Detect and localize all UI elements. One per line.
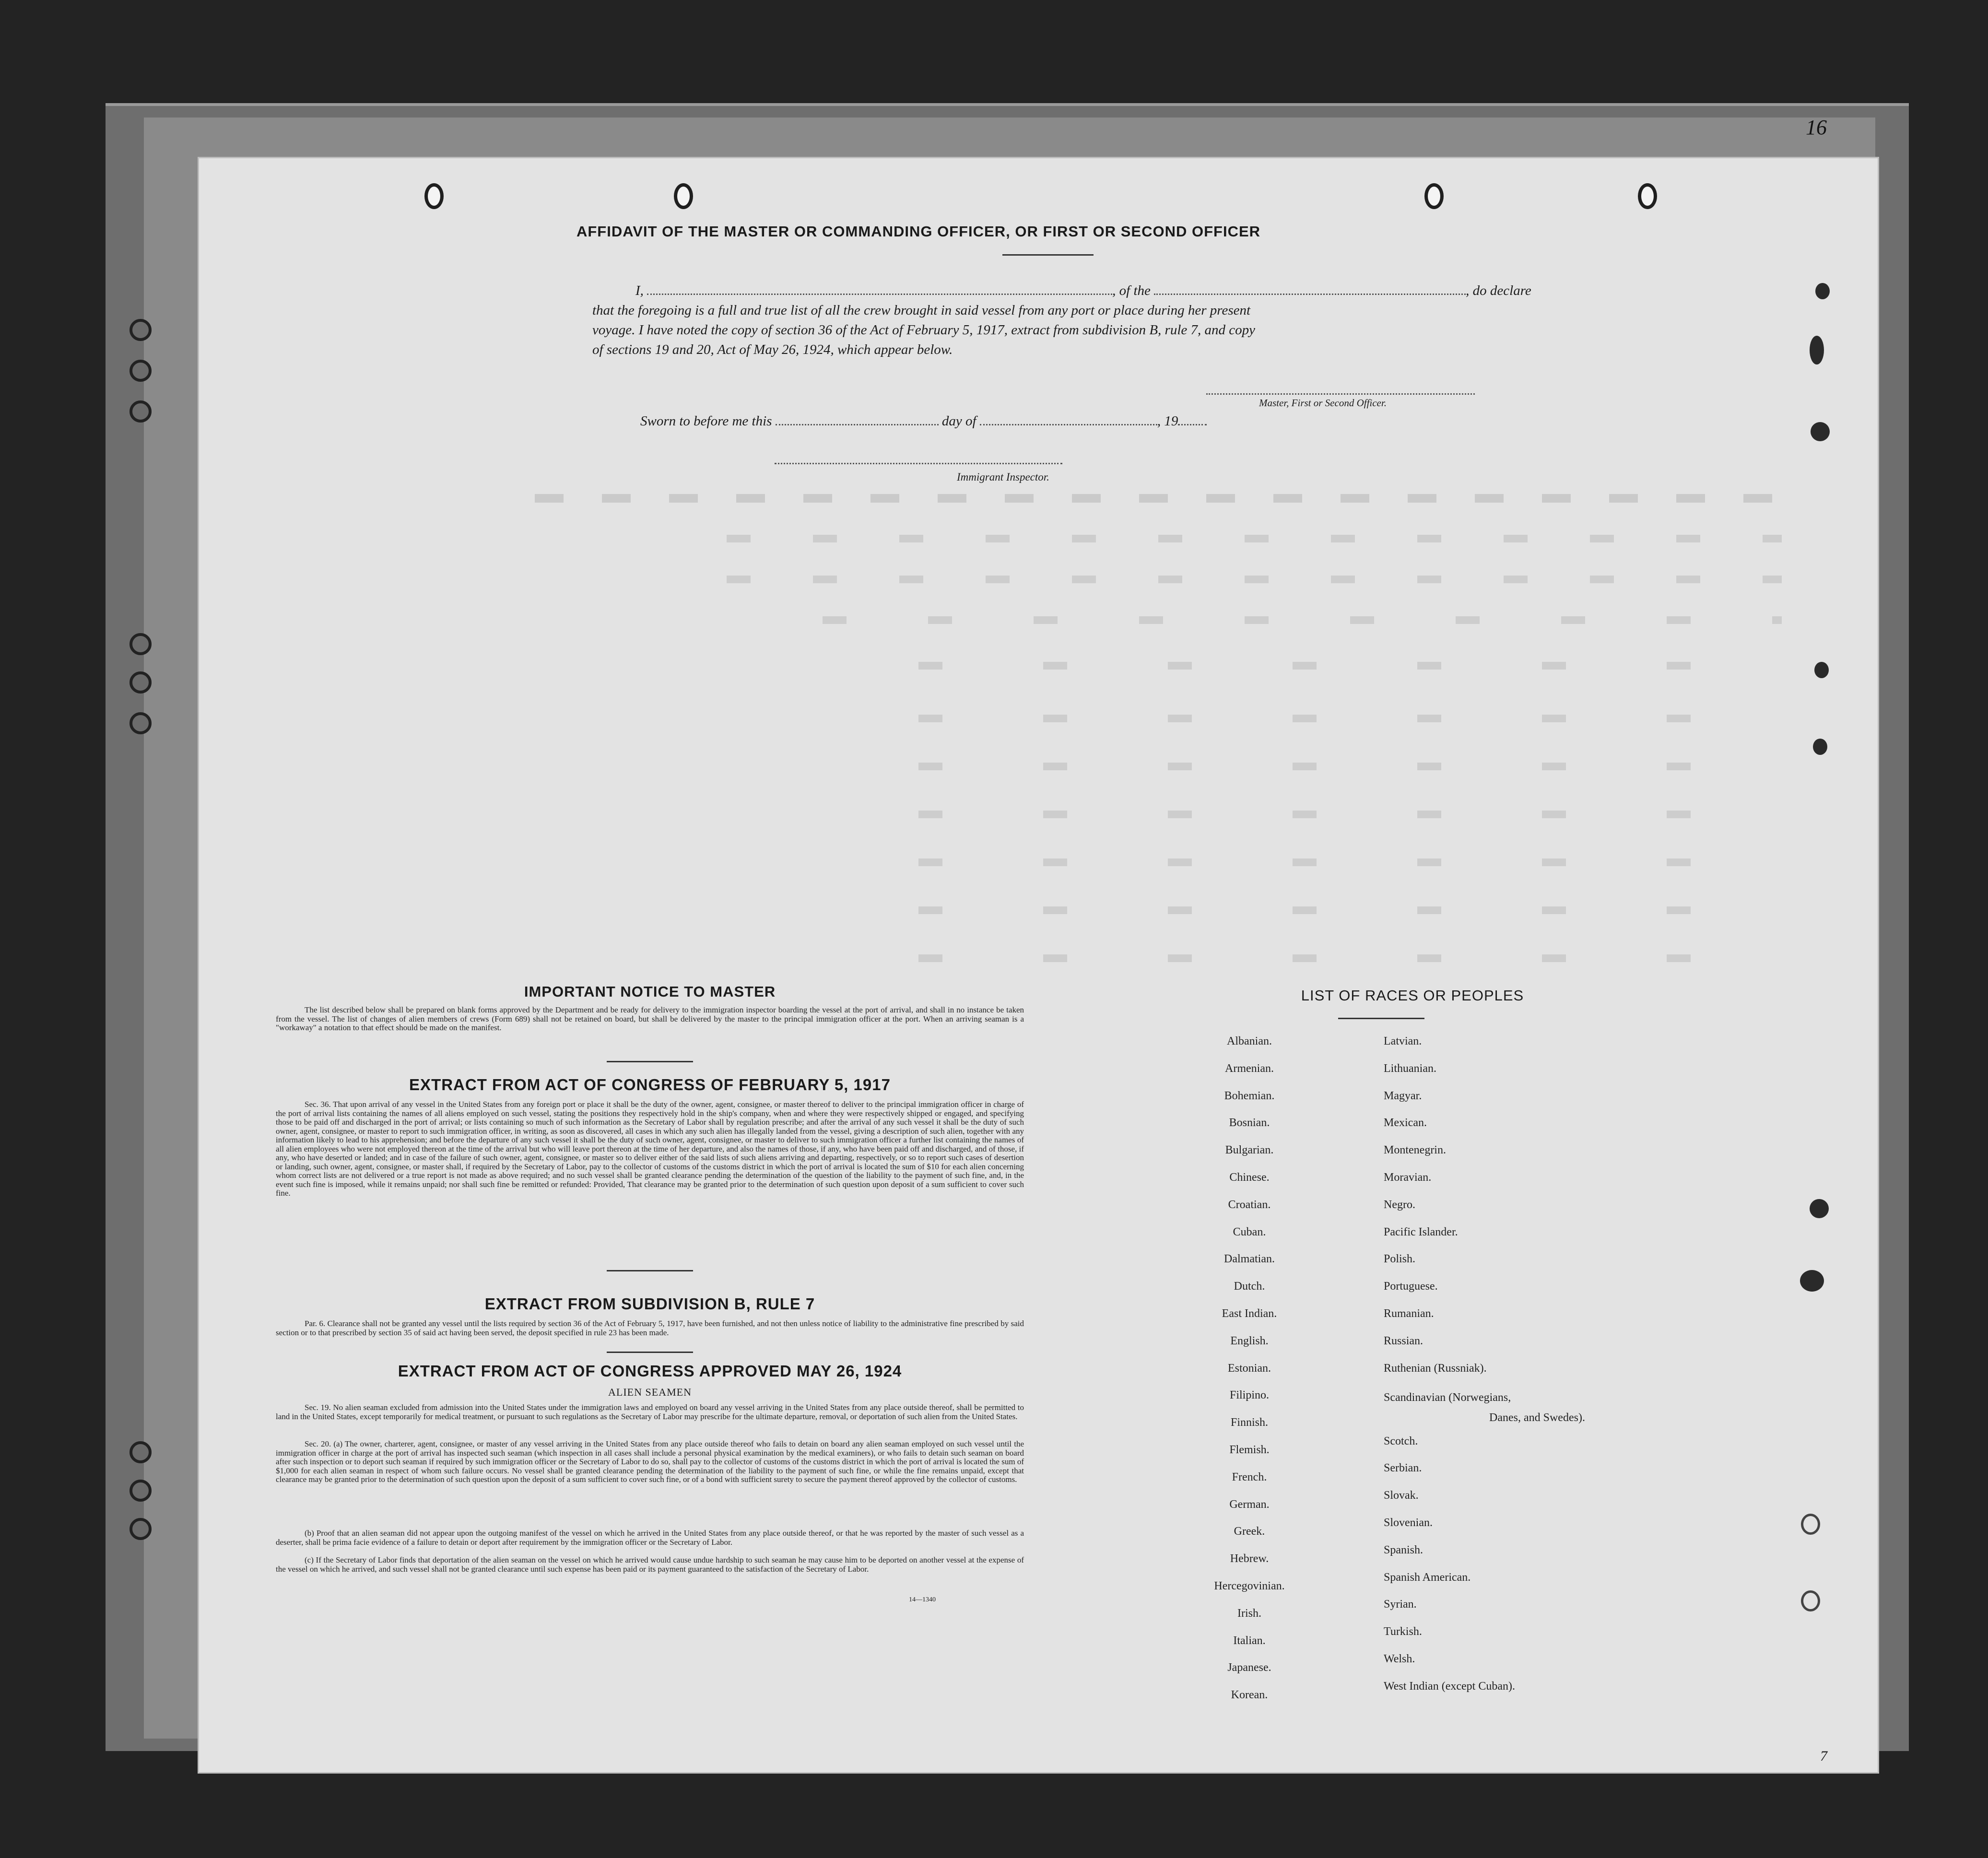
sec20b-text: (b) Proof that an alien seaman did not appear upon the outgoing manifest of the vessel on which he arrived in the United States from any place outside thereof, or that he was reported by the master of such vessel as a deserter, shall be prima facie evidence of a failure to detain or deport after requirement by the immigration officer or the Secretary of Labor. [276,1529,1024,1547]
extract-1924-title: EXTRACT FROM ACT OF CONGRESS APPROVED MAY 26, 1924 [398,1362,902,1380]
punch-hole-right-4 [1814,662,1829,678]
sworn-month-field[interactable] [980,424,1157,425]
form-number: 14—1340 [909,1596,936,1603]
rule7-title: EXTRACT FROM SUBDIVISION B, RULE 7 [484,1295,815,1313]
race-item: Bosnian. [1229,1117,1270,1129]
race-item: Armenian. [1225,1062,1274,1075]
races-title-rule [1338,1018,1424,1019]
race-scandinavian-cont: Danes, and Swedes). [1489,1411,1585,1424]
race-item: Montenegrin. [1384,1144,1446,1157]
sworn-line [640,413,1207,429]
inspector-label: Immigrant Inspector. [957,471,1049,483]
race-item: West Indian (except Cuban). [1384,1680,1515,1693]
punch-hole-right-7 [1800,1270,1824,1292]
race-item: Slovenian. [1384,1517,1433,1529]
race-item: Scotch. [1384,1435,1418,1447]
race-item: Bulgarian. [1225,1144,1274,1157]
punch-hole-right-3 [1811,422,1830,441]
race-item: Ruthenian (Russniak). [1384,1362,1487,1375]
affidavit-line-3: voyage. I have noted the copy of section 36 of the Act of February 5, 1917, extract from subdivision B, rule 7, and copy [592,322,1256,338]
do-declare-label: , do declare [1466,283,1531,298]
sworn-day-field[interactable] [776,424,939,425]
race-item: Irish. [1237,1607,1261,1620]
race-item: Hercegovinian. [1214,1580,1285,1592]
name-field[interactable] [647,294,1112,295]
race-item: Cuban. [1233,1225,1266,1238]
notice-body: The list described below shall be prepared on blank forms approved by the Department and be ready for delivery to the immigration inspector boarding the vessel at the port of arrival, and shall in no instance be taken from the vessel. The list of changes of alien members of crews (Form 689) shall not be retained on board, but shall be delivered by the master to the principal immigration officer at the port. When an arriving seaman is a "workaway" a notation to that effect should be made on the manifest. [276,1005,1024,1032]
punch-hole-top-2 [674,183,693,209]
race-item: East Indian. [1222,1307,1277,1320]
race-item: Bohemian. [1224,1089,1275,1102]
race-item: Flemish. [1229,1444,1270,1456]
race-item: Dalmatian. [1224,1253,1275,1266]
punch-hole-top-4 [1638,183,1657,209]
sec20a-text: Sec. 20. (a) The owner, charterer, agent, consignee, or master of any vessel arriving in the United States from any place outside thereof who fails to detain on board any alien seaman employed on such vessel until the immigration officer in charge at the port of arrival has inspected such seaman (which inspection in all cases shall include a personal physical examination by the medical examiners), or who fails to detain such seaman on board after such inspection or to deport such seaman if required by such immigration officer or the Secretary of Labor to do so, shall pay to the collector of customs of the customs district in which the port of arrival is located the sum of $1,000 for each alien seaman in respect of whom such failure occurs. No vessel shall be granted clearance pending the determination of the liability to the payment of such fine, or while the fine remains unpaid, except that clearance may be granted prior to the determination of such question upon the deposit of a sum sufficient to cover such fine, or of a bond with sufficient surety to secure the payment thereof approved by the collector of customs. [276,1439,1024,1484]
punch-hole-right-9 [1801,1590,1820,1611]
race-item: Dutch. [1234,1280,1265,1293]
race-item: Italian. [1233,1634,1266,1647]
race-item: Rumanian. [1384,1307,1434,1320]
race-item: Serbian. [1384,1462,1422,1475]
sworn-label: Sworn to before me this [640,413,772,429]
rule7-body: Par. 6. Clearance shall not be granted any vessel until the lists required by section 36 of the Act of February 5, 1917, have been furnished, and not then unless notice of liability to the administrative fine prescribed by said section or to that prescribed by section 35 of said act having been served, the deposit specified in rule 23 has been made. [276,1319,1024,1337]
binder-hole-left-2 [129,360,152,382]
corner-mark: 7 [1820,1748,1827,1764]
affidavit-line-2: that the foregoing is a full and true list of all the crew brought in said vessel from any port or place during her present [592,303,1251,318]
race-item: Greek. [1234,1525,1265,1538]
binder-hole-left-4 [129,633,152,655]
race-item: French. [1232,1470,1267,1483]
punch-hole-top-1 [424,183,444,209]
vessel-field[interactable] [1154,294,1466,295]
notice-rule [607,1061,693,1062]
race-item: Portuguese. [1384,1280,1438,1293]
race-item: English. [1230,1334,1269,1347]
race-item: Estonian. [1228,1362,1271,1375]
race-item: Negro. [1384,1198,1415,1211]
affidavit-line-4: of sections 19 and 20, Act of May 26, 1924, which appear below. [592,342,953,357]
i-label: I, [635,283,644,298]
alien-seamen-subtitle: ALIEN SEAMEN [608,1386,692,1398]
master-signature-label: Master, First or Second Officer. [1259,397,1387,409]
punch-hole-right-5 [1813,739,1827,755]
binder-hole-left-9 [129,1518,152,1540]
race-item: Lithuanian. [1384,1062,1436,1075]
punch-hole-right-2 [1810,336,1824,365]
day-of-label: day of [941,413,976,429]
extract-1917-body: Sec. 36. That upon arrival of any vessel in the United States from any foreign port or place it shall be the duty of the owner, agent, consignee, or master thereof to deliver to the principal immigration officer in charge of the port of arrival lists containing the names of all aliens employed on such vessel, stating the positions they respectively hold in the ship's company, when and where they were respectively shipped or engaged, and specifying those to be paid off and discharged in the port of arrival; or lists containing so much of such information as the Secretary of Labor shall by regulation prescribe; and after the arrival of any such vessel it shall be the duty of such owner, agent, consignee, or master to report to such immigration officer, in writing, as soon as discovered, all cases in which any such alien has illegally landed from the vessel, giving a description of such alien, together with any information likely to lead to his apprehension; and before the departure of any such vessel it shall be the duty of such owner, agent, consignee, or master to deliver to such immigration officer a further list containing the names of all alien employees who were not employed thereon at the time of the arrival but who will leave port thereon at the time of her departure, and also the names of those, if any, who have been paid off and discharged, and of those, if any, who have deserted or landed; and in case of the failure of such owner, agent, consignee, or master so to deliver either of the said lists of such aliens arriving and departing, respectively, or so to report such cases of desertion or landing, such owner, agent, consignee, or master shall, if required by the Secretary of Labor, pay to the collector of customs of the customs district in which the port of arrival is located the sum of $10 for each alien concerning whom correct lists are not delivered or a true report is not made as above required; and no such vessel shall be granted clearance pending the determination of the question of the liability to the payment of such fine, and, in the event such fine is imposed, while it remains unpaid; nor shall such fine be remitted or refunded: Provided, That clearance may be granted prior to the determination of such question upon deposit of a sum sufficient to cover such fine. [276,1100,1024,1198]
race-item: Polish. [1384,1253,1416,1266]
year-label: , 19 [1157,413,1178,429]
binder-hole-left-1 [129,319,152,341]
race-item: Hebrew. [1230,1552,1269,1565]
affidavit-declaration [592,281,1715,360]
race-item: Turkish. [1384,1625,1422,1638]
race-item: Chinese. [1229,1171,1270,1184]
form-page [199,158,1878,1772]
rule7-rule [607,1352,693,1353]
race-item: Welsh. [1384,1653,1415,1665]
binder-hole-left-6 [129,712,152,734]
page-number-mark: 16 [1806,116,1827,139]
race-item: German. [1229,1498,1270,1511]
race-item: Korean. [1231,1689,1268,1702]
extract-1917-title: EXTRACT FROM ACT OF CONGRESS OF FEBRUARY 5, 1917 [409,1076,891,1094]
race-item: Magyar. [1384,1089,1422,1102]
punch-hole-right-1 [1815,283,1830,299]
race-item: Scandinavian (Norwegians, [1384,1391,1511,1404]
race-item: Spanish. [1384,1543,1423,1556]
notice-title: IMPORTANT NOTICE TO MASTER [524,983,776,1000]
race-item: Mexican. [1384,1117,1427,1129]
race-item: Moravian. [1384,1171,1432,1184]
sec20c-text: (c) If the Secretary of Labor finds that deportation of the alien seaman on the vessel on which he arrived would cause undue hardship to such seaman he may cause him to be deported on another vessel at the expense of the vessel on which he arrived, and such vessel shall not be granted clearance until such expense has been paid or its payment guaranteed to the satisfaction of the Secretary of Labor. [276,1555,1024,1574]
race-item: Finnish. [1230,1416,1269,1429]
races-title: LIST OF RACES OR PEOPLES [1301,987,1524,1004]
punch-hole-top-3 [1424,183,1444,209]
binder-hole-left-5 [129,671,152,694]
race-item: Latvian. [1384,1035,1422,1047]
race-item: Filipino. [1229,1389,1270,1402]
race-item: Croatian. [1228,1198,1271,1211]
sec19-text: Sec. 19. No alien seaman excluded from admission into the United States under the immigration laws and employed on board any vessel arriving in the United States from any place outside thereof, shall be permitted to land in the United States, except temporarily for medical treatment, or pursuant to such regulations as the Secretary of Labor may prescribe for the ultimate departure, removal, or deportation of such alien from the United States. [276,1403,1024,1421]
race-item: Albanian. [1227,1035,1272,1047]
inspector-signature-line[interactable] [775,463,1062,464]
punch-hole-right-8 [1801,1514,1820,1535]
punch-hole-right-6 [1810,1199,1829,1218]
affidavit-title: AFFIDAVIT OF THE MASTER OR COMMANDING OFFICER, OR FIRST OR SECOND OFFICER [576,223,1261,240]
binder-hole-left-3 [129,400,152,423]
race-item: Japanese. [1227,1661,1271,1674]
race-item: Slovak. [1384,1489,1419,1502]
affidavit-title-rule [1002,254,1094,256]
binder-hole-left-7 [129,1441,152,1463]
binder-hole-left-8 [129,1480,152,1502]
of-the-label: , of the [1112,283,1151,298]
race-item: Russian. [1384,1334,1423,1347]
race-item: Pacific Islander. [1384,1225,1458,1238]
race-item: Syrian. [1384,1598,1417,1611]
extract-1917-rule [607,1270,693,1271]
race-item: Spanish American. [1384,1571,1471,1584]
master-signature-line[interactable] [1206,393,1475,395]
sworn-year-field[interactable] [1178,424,1207,425]
affidavit-line-1 [592,281,1715,301]
